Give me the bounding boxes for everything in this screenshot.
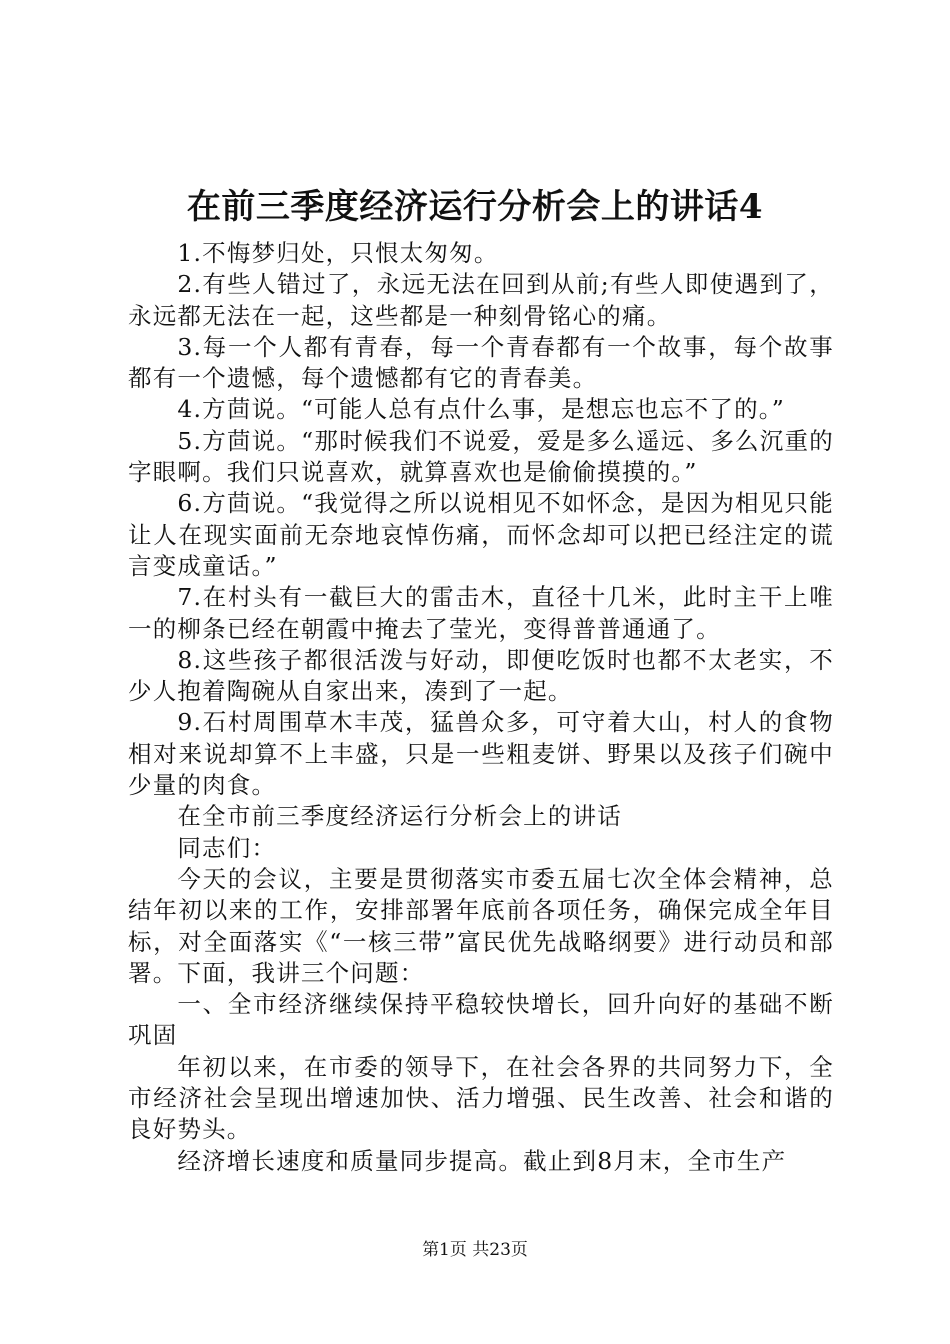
paragraph: 6.方茴说。“我觉得之所以说相见不如怀念，是因为相见只能让人在现实面前无奈地哀悼伤痛，而怀念却可以把已经注定的谎言变成童话。” (128, 489, 834, 580)
paragraph: 今天的会议，主要是贯彻落实市委五届七次全体会精神，总结年初以来的工作，安排部署年底前各项任务，确保完成全年目标，对全面落实《“一核三带”富民优先战略纲要》进行动员和部署。下面，我讲三个问题： (128, 864, 834, 987)
document-title: 在前三季度经济运行分析会上的讲话4 (186, 187, 764, 227)
paragraph: 1.不悔梦归处，只恨太匆匆。 (177, 239, 499, 267)
paragraph: 2.有些人错过了，永远无法在回到从前;有些人即使遇到了，永远都无法在一起，这些都是一种刻骨铭心的痛。 (128, 270, 834, 330)
paragraph: 8.这些孩子都很活泼与好动，即便吃饭时也都不太老实，不少人抱着陶碗从自家出来，凑到了一起。 (128, 645, 834, 706)
paragraph: 经济增长速度和质量同步提高。截止到8月末，全市生产 (177, 1146, 787, 1175)
paragraph: 4.方茴说。“可能人总有点什么事，是想忘也忘不了的。” (177, 395, 785, 424)
page-number: 第1页 共23页 (422, 1240, 528, 1260)
paragraph: 9.石村周围草木丰茂，猛兽众多，可守着大山，村人的食物相对来说却算不上丰盛，只是一些粗麦饼、野果以及孩子们碗中少量的肉食。 (128, 708, 834, 800)
paragraph: 年初以来，在市委的领导下，在社会各界的共同努力下，全市经济社会呈现出增速加快、活力增强、民生改善、社会和谐的良好势头。 (128, 1052, 834, 1144)
document-body (128, 238, 834, 1177)
paragraph: 7.在村头有一截巨大的雷击木，直径十几米，此时主干上唯一的柳条已经在朝霞中掩去了莹光，变得普普通通了。 (128, 583, 834, 643)
salutation: 同志们： (177, 833, 277, 862)
section-heading: 一、全市经济继续保持平稳较快增长，回升向好的基础不断巩固 (128, 990, 834, 1050)
paragraph: 3.每一个人都有青春，每一个青春都有一个故事，每个故事都有一个遗憾，每个遗憾都有它的青春美。 (128, 332, 834, 393)
section-heading: 在全市前三季度经济运行分析会上的讲话 (177, 802, 622, 831)
paragraph: 5.方茴说。“那时候我们不说爱，爱是多么遥远、多么沉重的字眼啊。我们只说喜欢，就算喜欢也是偷偷摸摸的。” (128, 426, 834, 487)
